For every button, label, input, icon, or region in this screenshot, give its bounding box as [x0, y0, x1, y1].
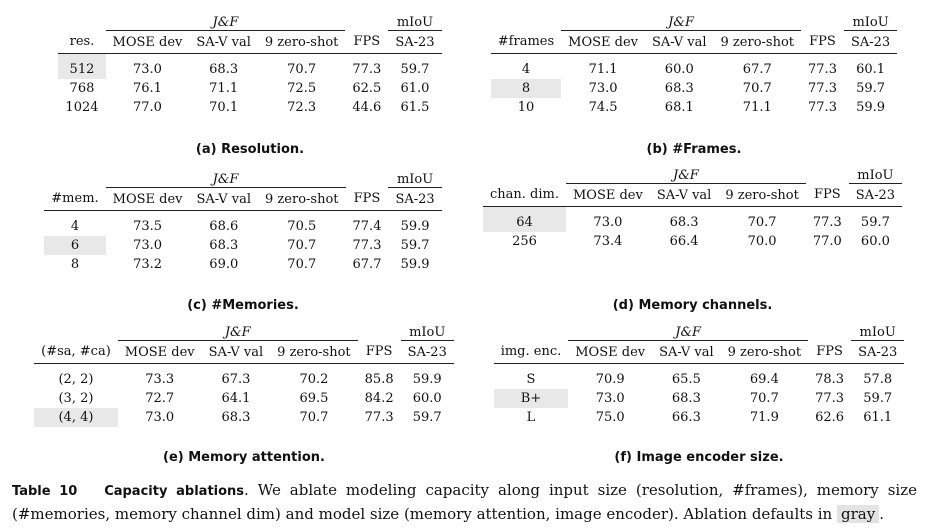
metric-cell: 67.7: [352, 257, 382, 272]
column-header: SA-V val: [189, 31, 258, 54]
metric-cell: 66.3: [671, 410, 701, 425]
column-header-row: [44, 188, 441, 211]
metric-cell: 60.0: [412, 391, 442, 406]
panel-caption: [484, 450, 914, 465]
metric-cell: 59.9: [400, 219, 430, 234]
metric-cell: 70.2: [299, 372, 329, 387]
metric-cell: 73.5: [133, 219, 163, 234]
column-header: MOSE dev: [566, 184, 650, 207]
column-header: #frames: [491, 31, 561, 54]
metric-cell: 44.6: [352, 100, 382, 115]
column-header: 9 zero-shot: [721, 341, 808, 364]
jf-group-header: J&F: [106, 10, 346, 31]
metric-cell: 70.9: [595, 372, 625, 387]
column-header: MOSE dev: [106, 188, 190, 211]
group-header-row: [58, 10, 441, 31]
metric-cell: 69.5: [299, 391, 329, 406]
metric-cell: 68.1: [664, 100, 694, 115]
metric-cell: 57.8: [863, 372, 893, 387]
metric-cell: 77.4: [352, 219, 382, 234]
panel-title: Memory channels.: [638, 298, 773, 313]
column-header-row: [491, 31, 897, 54]
metric-cell: 73.3: [145, 372, 175, 387]
column-header: FPS: [345, 31, 388, 54]
metric-cell: 76.1: [132, 81, 162, 96]
column-header: SA-V val: [650, 184, 719, 207]
metric-cell: 70.7: [749, 391, 779, 406]
row-setting-cell: 4: [70, 219, 80, 234]
jf-group-header: J&F: [568, 320, 808, 341]
metric-cell: 77.3: [352, 62, 382, 77]
metric-cell: 70.7: [747, 215, 777, 230]
metric-cell: 71.1: [742, 100, 772, 115]
column-header: FPS: [801, 31, 844, 54]
table-row: [483, 207, 902, 233]
row-setting-cell: S: [526, 372, 536, 387]
blank-cell: [34, 320, 118, 341]
metric-cell: 68.3: [221, 410, 251, 425]
column-header: SA-V val: [202, 341, 271, 364]
column-header: SA-23: [388, 188, 441, 211]
table-row: [44, 236, 441, 255]
metric-cell: 74.5: [588, 100, 618, 115]
column-header: SA-V val: [645, 31, 714, 54]
panel-title: Resolution.: [221, 142, 305, 157]
panel-letter: (c): [187, 298, 212, 313]
column-header: MOSE dev: [118, 341, 202, 364]
row-setting-cell: (3, 2): [58, 391, 94, 406]
panel-letter: (b): [646, 142, 673, 157]
miou-group-header: mIoU: [844, 10, 897, 31]
metric-cell: 68.3: [209, 238, 239, 253]
metric-cell: 77.3: [808, 62, 837, 77]
column-header: SA-23: [849, 184, 902, 207]
jf-group-header: J&F: [566, 163, 806, 184]
blank-cell: [491, 10, 561, 31]
metric-cell: 85.8: [364, 372, 394, 387]
metric-cell: 59.7: [856, 81, 886, 96]
ablation-table: [494, 320, 905, 427]
metric-cell: 62.6: [815, 410, 845, 425]
group-header-row: [491, 10, 897, 31]
panel-caption: [470, 298, 915, 313]
row-setting-cell: 8: [491, 79, 561, 98]
row-setting-cell: 8: [70, 257, 80, 272]
column-header: res.: [58, 31, 105, 54]
column-header: SA-23: [401, 341, 454, 364]
metric-cell: 73.0: [595, 391, 625, 406]
metric-cell: 68.6: [209, 219, 239, 234]
metric-cell: 73.0: [145, 410, 175, 425]
column-header: 9 zero-shot: [258, 31, 345, 54]
metric-cell: 70.0: [747, 234, 777, 249]
caption-end: .: [879, 505, 884, 523]
metric-cell: 77.3: [812, 215, 842, 230]
column-header: MOSE dev: [568, 341, 652, 364]
ablation-table: [58, 10, 441, 117]
column-header: chan. dim.: [483, 184, 566, 207]
blank-cell: [494, 320, 569, 341]
metric-cell: 72.7: [145, 391, 175, 406]
table-row: [494, 389, 905, 408]
metric-cell: 77.3: [815, 391, 845, 406]
panel-letter: (d): [612, 298, 639, 313]
row-setting-cell: 64: [483, 207, 566, 233]
ablation-table: [483, 163, 902, 251]
panel-f: [494, 320, 905, 427]
panel-caption: [474, 142, 914, 157]
row-setting-cell: B+: [494, 389, 569, 408]
ablation-table: [34, 320, 454, 427]
metric-cell: 59.9: [412, 372, 442, 387]
row-setting-cell: 4: [521, 62, 531, 77]
panel-c: [44, 167, 441, 274]
table-row: [58, 98, 441, 117]
column-header: img. enc.: [494, 341, 569, 364]
metric-cell: 59.7: [863, 391, 893, 406]
panel-letter: (a): [195, 142, 222, 157]
miou-group-header: mIoU: [388, 10, 441, 31]
column-header: 9 zero-shot: [258, 188, 345, 211]
panel-title: #Frames.: [672, 142, 742, 157]
metric-cell: 73.0: [132, 62, 162, 77]
ablation-table: [44, 167, 441, 274]
miou-group-header: mIoU: [851, 320, 904, 341]
group-header-row: [44, 167, 441, 188]
table-row: [494, 364, 905, 390]
row-setting-cell: L: [526, 410, 536, 425]
metric-cell: 60.1: [856, 62, 886, 77]
table-row: [491, 54, 897, 80]
table-row: [491, 79, 897, 98]
metric-cell: 68.3: [664, 81, 694, 96]
column-header: MOSE dev: [106, 31, 190, 54]
table-row: [34, 364, 454, 390]
column-header: MOSE dev: [561, 31, 645, 54]
row-setting-cell: 1024: [65, 100, 99, 115]
group-header-row: [483, 163, 902, 184]
metric-cell: 61.0: [400, 81, 430, 96]
metric-cell: 59.7: [412, 410, 442, 425]
metric-cell: 64.1: [221, 391, 251, 406]
column-header: SA-V val: [652, 341, 721, 364]
column-header: SA-23: [851, 341, 904, 364]
blank-cell: [808, 320, 851, 341]
panel-letter: (f): [614, 450, 637, 465]
column-header-row: [34, 341, 454, 364]
column-header-row: [494, 341, 905, 364]
panel-title: #Memories.: [211, 298, 299, 313]
table-number: Table 10: [12, 484, 78, 499]
metric-cell: 70.5: [287, 219, 317, 234]
metric-cell: 77.3: [352, 238, 382, 253]
panel-caption: [28, 298, 458, 313]
metric-cell: 69.4: [749, 372, 779, 387]
column-header: FPS: [358, 341, 401, 364]
metric-cell: 70.1: [209, 100, 239, 115]
metric-cell: 77.0: [812, 234, 842, 249]
miou-group-header: mIoU: [849, 163, 902, 184]
jf-group-header: J&F: [106, 167, 346, 188]
metric-cell: 70.7: [287, 62, 317, 77]
metric-cell: 69.0: [209, 257, 239, 272]
table-title: Capacity ablations: [104, 484, 245, 499]
blank-cell: [483, 163, 566, 184]
row-setting-cell: (4, 4): [34, 408, 118, 427]
column-header: SA-23: [844, 31, 897, 54]
column-header: FPS: [806, 184, 849, 207]
panel-b: [491, 10, 897, 117]
metric-cell: 73.0: [593, 215, 623, 230]
blank-cell: [358, 320, 401, 341]
metric-cell: 60.0: [860, 234, 890, 249]
metric-cell: 67.3: [221, 372, 251, 387]
column-header-row: [483, 184, 902, 207]
panel-title: Image encoder size.: [636, 450, 784, 465]
column-header: 9 zero-shot: [270, 341, 357, 364]
panel-caption: [40, 142, 460, 157]
metric-cell: 71.9: [749, 410, 779, 425]
blank-cell: [801, 10, 844, 31]
metric-cell: 78.3: [815, 372, 845, 387]
column-header: 9 zero-shot: [718, 184, 805, 207]
table-row: [44, 255, 441, 274]
panel-e: [34, 320, 454, 427]
caption-text: . We ablate modeling capacity along input size (resolution, #frames), memory size (#memories, memory channel dim) and model size (memory attention, image encoder). Ablation defaults in: [12, 481, 918, 523]
column-header: FPS: [808, 341, 851, 364]
metric-cell: 70.7: [299, 410, 329, 425]
column-header: SA-V val: [190, 188, 259, 211]
row-setting-cell: (2, 2): [58, 372, 94, 387]
table-row: [494, 408, 905, 427]
metric-cell: 59.7: [400, 238, 430, 253]
metric-cell: 59.7: [400, 62, 430, 77]
blank-cell: [44, 167, 105, 188]
metric-cell: 72.3: [287, 100, 317, 115]
metric-cell: 73.4: [593, 234, 623, 249]
panel-caption: [24, 450, 464, 465]
metric-cell: 77.3: [808, 100, 837, 115]
metric-cell: 61.1: [863, 410, 893, 425]
jf-group-header: J&F: [561, 10, 801, 31]
blank-cell: [806, 163, 849, 184]
row-setting-cell: 512: [58, 54, 105, 80]
row-setting-cell: 10: [517, 100, 535, 115]
panel-a: [58, 10, 441, 117]
metric-cell: 65.5: [671, 372, 701, 387]
metric-cell: 77.0: [132, 100, 162, 115]
column-header: #mem.: [44, 188, 105, 211]
metric-cell: 59.9: [400, 257, 430, 272]
table-caption: [12, 479, 917, 526]
metric-cell: 66.4: [669, 234, 699, 249]
column-header: (#sa, #ca): [34, 341, 118, 364]
metric-cell: 71.1: [209, 81, 239, 96]
row-setting-cell: 256: [512, 234, 537, 249]
blank-cell: [346, 167, 389, 188]
metric-cell: 70.7: [287, 238, 317, 253]
metric-cell: 59.9: [856, 100, 886, 115]
metric-cell: 75.0: [595, 410, 625, 425]
metric-cell: 77.3: [808, 81, 837, 96]
metric-cell: 60.0: [664, 62, 694, 77]
table-row: [58, 54, 441, 80]
ablation-table: [491, 10, 897, 117]
panel-title: Memory attention.: [188, 450, 325, 465]
metric-cell: 68.3: [671, 391, 701, 406]
metric-cell: 77.3: [364, 410, 394, 425]
metric-cell: 73.0: [588, 81, 618, 96]
table-row: [58, 79, 441, 98]
table-row: [491, 98, 897, 117]
row-setting-cell: 768: [69, 81, 95, 96]
metric-cell: 62.5: [352, 81, 382, 96]
panel-letter: (e): [163, 450, 189, 465]
miou-group-header: mIoU: [388, 167, 441, 188]
miou-group-header: mIoU: [401, 320, 454, 341]
gray-word: gray: [837, 505, 879, 523]
metric-cell: 71.1: [588, 62, 618, 77]
table-row: [34, 408, 454, 427]
panel-d: [483, 163, 902, 251]
metric-cell: 59.7: [860, 215, 890, 230]
blank-cell: [345, 10, 388, 31]
metric-cell: 73.0: [133, 238, 163, 253]
metric-cell: 61.5: [400, 100, 430, 115]
table-row: [44, 211, 441, 237]
table-row: [34, 389, 454, 408]
metric-cell: 67.7: [742, 62, 772, 77]
column-header-row: [58, 31, 441, 54]
metric-cell: 70.7: [287, 257, 317, 272]
metric-cell: 84.2: [364, 391, 394, 406]
metric-cell: 73.2: [133, 257, 163, 272]
group-header-row: [34, 320, 454, 341]
metric-cell: 72.5: [287, 81, 317, 96]
blank-cell: [58, 10, 105, 31]
column-header: 9 zero-shot: [714, 31, 801, 54]
column-header: SA-23: [388, 31, 441, 54]
jf-group-header: J&F: [118, 320, 358, 341]
row-setting-cell: 6: [44, 236, 105, 255]
metric-cell: 70.7: [742, 81, 772, 96]
column-header: FPS: [346, 188, 389, 211]
table-row: [483, 232, 902, 251]
metric-cell: 68.3: [669, 215, 699, 230]
group-header-row: [494, 320, 905, 341]
metric-cell: 68.3: [209, 62, 239, 77]
